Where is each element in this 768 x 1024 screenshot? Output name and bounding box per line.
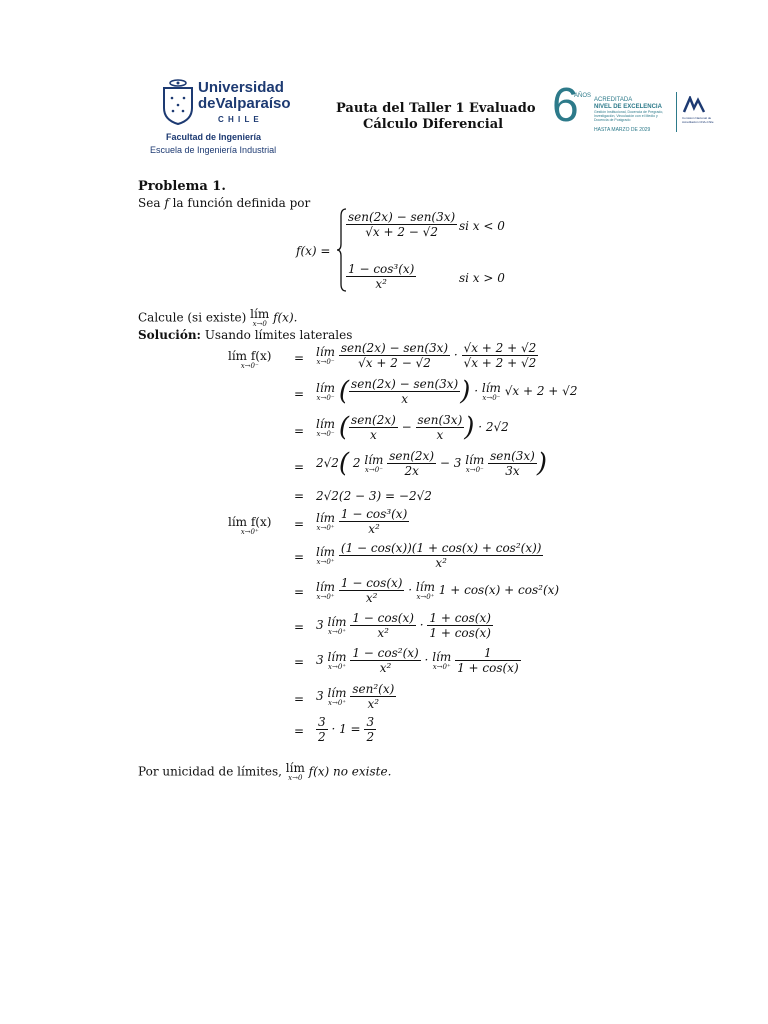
lim-sub: x→0⁺	[316, 557, 335, 566]
denominator: √x + 2 − √2	[358, 356, 431, 370]
numerator: 1 + cos(x)	[429, 611, 491, 625]
cna-logo-icon	[682, 96, 706, 114]
lim: lím	[327, 614, 347, 629]
eq-sign: =	[294, 655, 305, 669]
lim: lím	[327, 685, 347, 700]
denominator: 1 + cos(x)	[457, 661, 519, 675]
eq-sign: =	[294, 585, 305, 599]
solution-label: Solución:	[138, 328, 201, 342]
lim-sub: x→0⁺	[328, 662, 346, 671]
problem-heading: Problema 1.	[138, 179, 226, 194]
eq-sign: =	[294, 489, 305, 503]
step-right-7	[316, 715, 376, 744]
conclusion-text-b: f(x) no existe.	[308, 764, 392, 779]
step-right-3: lím x→0⁺ $\frac{1 - \cos(x)}{\text{x²}}$ · lím x→0⁺ 1 + cos(x) + cos²(x)	[316, 576, 560, 605]
eq-sign: =	[294, 424, 305, 438]
denominator: x	[401, 392, 409, 406]
case2-fraction	[346, 262, 416, 291]
case1-condition: si x < 0	[459, 219, 505, 233]
denominator: x²	[435, 556, 447, 570]
coefficient: − 3	[439, 456, 462, 470]
accreditation-divider	[676, 92, 677, 132]
numerator: 3	[366, 715, 375, 729]
tail-term: 1 + cos(x) + cos²(x)	[438, 583, 560, 597]
numerator: sen²(x)	[352, 682, 395, 696]
accreditation-acreditada: ACREDITADA	[594, 97, 633, 103]
accreditation-until: HASTA MARZO DE 2029	[594, 127, 651, 133]
denominator: x	[370, 428, 377, 442]
coefficient: 3	[316, 653, 324, 667]
conclusion-text-a: Por unicidad de límites,	[138, 764, 282, 779]
step-right-4: 3 lím x→0⁺ $\frac{1 - \cos(x)}{\text{x²}}$ · $\frac{1 + \cos(x)}{1 + \cos(x)}$	[316, 611, 491, 640]
accreditation-anos: AÑOS	[574, 93, 592, 99]
denominator: x²	[377, 626, 389, 640]
lhs-left-limit	[228, 350, 271, 370]
accreditation-level: NIVEL DE EXCELENCIA	[594, 104, 662, 110]
prefactor: 2√2	[316, 456, 339, 470]
lim-sub: x→0⁺	[316, 523, 335, 532]
problem-question	[138, 308, 297, 328]
numerator: (1 − cos(x))(1 + cos(x) + cos²(x))	[340, 541, 542, 555]
lim-sub: x→0⁺	[432, 662, 451, 671]
university-country: C H I L E	[218, 115, 260, 124]
numerator: 3	[318, 715, 326, 729]
denominator: 2x	[404, 464, 419, 478]
lhs-right-limit	[228, 516, 271, 536]
numerator: sen(3x)	[417, 413, 463, 427]
tail-term: · 2√2	[478, 420, 509, 434]
school-name: Escuela de Ingeniería Industrial	[150, 145, 277, 155]
tail-term: √x + 2 + √2	[504, 384, 578, 398]
coefficient: 3	[316, 618, 324, 632]
problem-intro	[138, 196, 310, 210]
step-line-5: 2√2(2 − 3) = −2√2	[316, 489, 432, 503]
case2-numerator: 1 − cos³(x)	[348, 262, 415, 276]
numerator: 1 − cos(x)	[340, 576, 403, 590]
middle-term: · 1 =	[331, 722, 361, 736]
lim: lím	[316, 544, 336, 559]
university-name-line1: Universidad	[198, 79, 284, 96]
intro-text-a: Sea	[138, 196, 161, 210]
step-line-1: lím x→0⁻ $\frac{\text{sen(2x) − sen(3x)}}{√x + 2 - √2}$ · $\frac{√x + 2 + √2}{√x + 2 + √2}$	[316, 341, 537, 370]
numerator: 1 − cos(x)	[352, 611, 414, 625]
numerator: sen(2x)	[351, 413, 396, 427]
eq-sign: =	[294, 724, 305, 738]
lim-sub: x→0⁻	[316, 357, 335, 366]
denominator: x²	[368, 522, 380, 536]
lim: lím	[316, 344, 336, 359]
case1-fraction	[346, 210, 457, 239]
intro-text-b: la función definida por	[172, 196, 311, 210]
fx-label: f(x) =	[296, 244, 331, 258]
denominator: 2	[366, 730, 375, 744]
lim: lím	[481, 380, 501, 395]
lim: lím	[465, 452, 485, 467]
numerator: 1 − cos²(x)	[352, 646, 419, 660]
numerator: sen(2x)	[389, 449, 435, 463]
lhs-left-text: lím f(x)	[228, 349, 272, 363]
lhs-right-sub: x→0⁺	[240, 528, 259, 536]
case1-numerator: sen(2x) − sen(3x)	[348, 210, 456, 224]
conclusion-lim: lím	[285, 761, 305, 775]
cna-text: Comisión Nacional de Acreditación CNA-Chile	[682, 116, 714, 124]
lim-sub: x→0⁻	[364, 465, 383, 474]
lim-sub: x→0⁻	[316, 429, 335, 438]
question-text-a: Calcule (si existe)	[138, 310, 247, 325]
numerator: 1	[455, 646, 521, 661]
numerator: 1 − cos³(x)	[340, 507, 408, 521]
lhs-right-text: lím f(x)	[228, 515, 272, 529]
eq-sign: =	[294, 620, 305, 634]
numerator: sen(3x)	[490, 449, 535, 463]
case1-denominator: √x + 2 − √2	[365, 225, 438, 239]
lim-sub: x→0⁻	[316, 393, 335, 402]
university-crest-icon	[162, 78, 194, 126]
denominator: x²	[379, 661, 392, 675]
intro-var: f	[164, 196, 169, 210]
solution-intro	[138, 328, 352, 342]
eq-sign: =	[294, 460, 305, 474]
lim: lím	[327, 649, 347, 664]
denominator: x	[436, 428, 444, 442]
lim: lím	[316, 579, 336, 594]
question-lim: lím	[250, 307, 270, 321]
lim: lím	[432, 649, 452, 664]
case2-denominator: x²	[375, 277, 387, 291]
conclusion	[138, 762, 391, 782]
page-title: Pauta del Taller 1 Evaluado	[336, 101, 536, 116]
step-right-6	[316, 682, 396, 711]
lim: lím	[316, 510, 336, 525]
numerator: √x + 2 + √2	[463, 341, 537, 355]
page-subtitle: Cálculo Diferencial	[363, 117, 504, 132]
case2-condition: si x > 0	[459, 271, 505, 285]
eq-sign: =	[294, 351, 305, 365]
coefficient: 2	[352, 456, 361, 470]
denominator: x²	[365, 591, 378, 605]
accreditation-areas: Gestión Institucional, Docencia de Pregrado, Investigación, Vinculación con el Medio y Docencia de Postgrado	[594, 110, 664, 122]
denominator: 1 + cos(x)	[429, 626, 491, 640]
step-right-2	[316, 541, 543, 570]
lim: lím	[415, 579, 435, 594]
question-lim-sub: x→0	[252, 320, 267, 328]
step-right-1	[316, 507, 409, 536]
lim: lím	[316, 416, 336, 431]
lim-sub: x→0⁺	[316, 592, 335, 601]
solution-intro-text: Usando límites laterales	[204, 328, 353, 342]
step-line-3: lím x→0⁻ ( $\frac{\text{sen(2x)}}{x}$ − $\frac{\text{sen(3x)}}{x}$ ) · 2√2	[316, 412, 509, 443]
denominator: x²	[367, 697, 380, 711]
coefficient: 3	[316, 689, 324, 703]
denominator: √x + 2 + √2	[463, 356, 537, 370]
lim: lím	[364, 452, 384, 467]
eq-sign: =	[294, 550, 305, 564]
denominator: 2	[318, 730, 326, 744]
accreditation-badge	[552, 79, 722, 138]
lim-sub: x→0⁺	[416, 592, 435, 601]
step-right-5: 3 lím x→0⁺ $\frac{\text{1 − cos²(x)}}{\text{x²}}$ · lím x→0⁺ $\frac{1}{1 + \cos(x)}$	[316, 646, 519, 675]
lhs-left-sub: x→0⁻	[240, 362, 259, 370]
conclusion-lim-sub: x→0	[288, 774, 303, 782]
lim: lím	[316, 380, 336, 395]
lim-sub: x→0⁻	[482, 393, 501, 402]
faculty-name: Facultad de Ingeniería	[166, 132, 262, 142]
eq-sign: =	[294, 517, 305, 531]
numerator: sen(2x) − sen(3x)	[351, 377, 459, 391]
question-text-b: f(x).	[273, 310, 298, 325]
step-line-4: 2√2( 2 lím x→0⁻ $\frac{\text{sen(2x)}}{2x}$ − 3 lím x→0⁻ $\frac{\text{sen(3x)}}{3x}$ )	[316, 448, 548, 479]
lim-sub: x→0⁺	[328, 627, 346, 636]
eq-sign: =	[294, 692, 305, 706]
numerator: sen(2x) − sen(3x)	[340, 341, 449, 355]
eq-sign: =	[294, 387, 305, 401]
denominator: 3x	[505, 464, 520, 478]
accreditation-years: 6	[552, 79, 579, 132]
university-name-line2: deValparaíso	[198, 95, 291, 112]
lim-sub: x→0⁻	[465, 465, 484, 474]
step-line-2: lím x→0⁻ ( $\frac{\text{sen(2x) − sen(3x)}}{x}$ ) · lím x→0⁻ √x + 2 + √2	[316, 376, 578, 407]
lim-sub: x→0⁺	[328, 698, 346, 707]
